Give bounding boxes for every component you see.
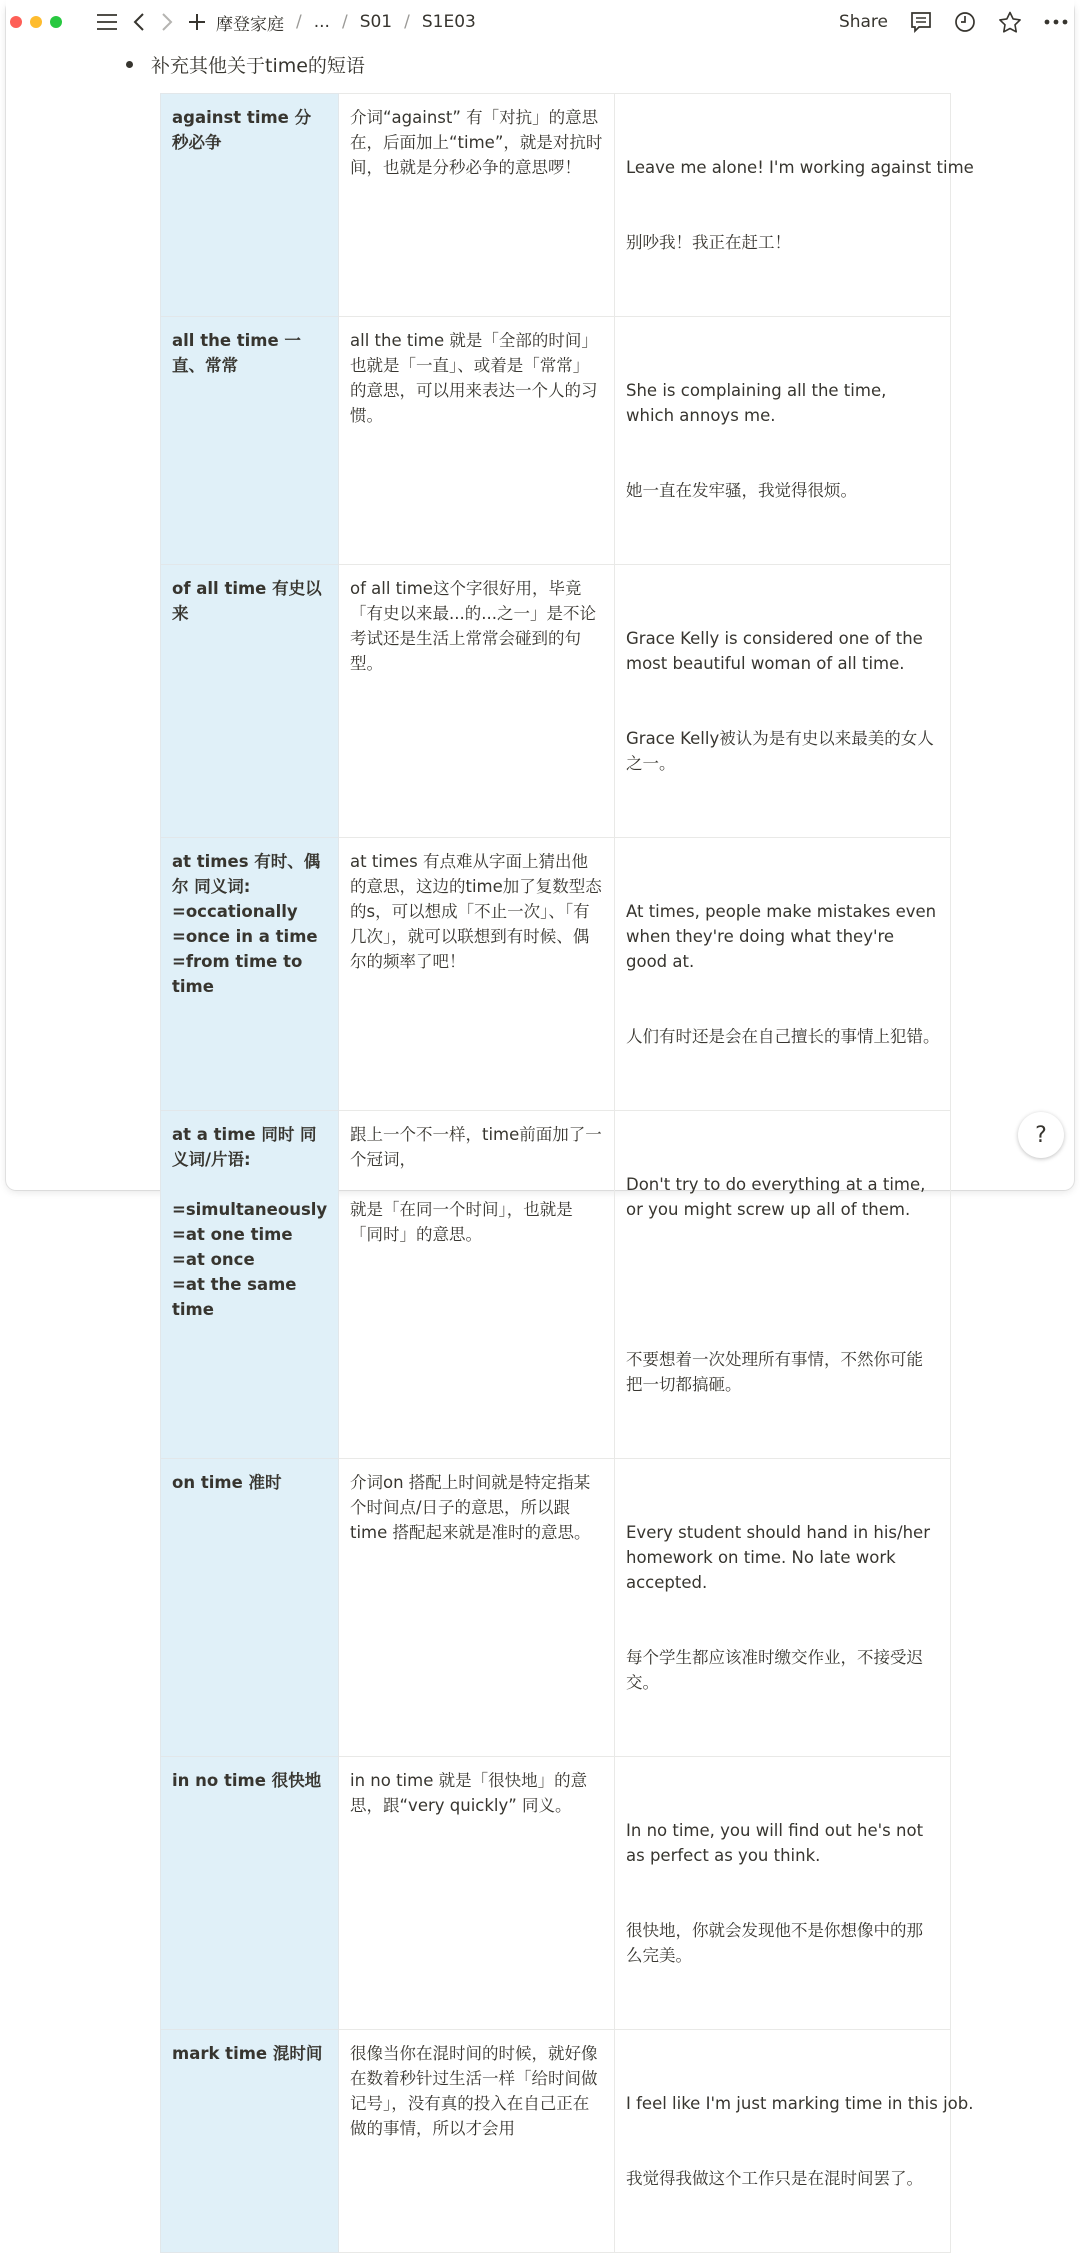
help-button[interactable] [1018, 1112, 1064, 1158]
explanation-cell[interactable]: 很像当你在混时间的时候，就好像在数着秒针过生活一样「给时间做记号」，没有真的投入在自己正在做的事情，所以才会用 [339, 2030, 615, 2253]
phrase-cell[interactable]: against time 分秒必争 [161, 94, 339, 317]
explanation-cell[interactable]: 介词on 搭配上时间就是特定指某个时间点/日子的意思，所以跟time 搭配起来就是准时的意思。 [339, 1459, 615, 1757]
example-line: Don't try to do everything at a time, or you might screw up all of them. [626, 1175, 931, 1219]
breadcrumb-item[interactable]: ... [313, 12, 330, 32]
sidebar-menu-icon[interactable] [96, 13, 118, 31]
table-row [161, 565, 951, 838]
explanation-cell[interactable]: 介词“against” 有「对抗」的意思在，后面加上“time”，就是对抗时间，也就是分秒必争的意思啰！ [339, 94, 615, 317]
example-cell[interactable] [615, 838, 951, 1111]
table-row [161, 838, 951, 1111]
table-row [161, 94, 951, 317]
close-window-button[interactable] [10, 16, 22, 28]
table-row [161, 317, 951, 565]
example-cell[interactable] [615, 565, 951, 838]
example-line: Grace Kelly is considered one of the most beautiful woman of all time. [626, 629, 929, 673]
example-line: I feel like I'm just marking time in this job. [626, 2094, 974, 2113]
app-window [6, 0, 1074, 2188]
explanation-cell[interactable]: at times 有点难从字面上猜出他的意思，这边的time加了复数型态的s，可以想成「不止一次」、「有几次」，就可以联想到有时候、偶尔的频率了吧！ [339, 838, 615, 1111]
phrase-cell[interactable]: at times 有时、偶尔 同义词: =occationally =once in a time =from time to time [161, 838, 339, 1111]
new-page-plus-icon[interactable] [188, 13, 206, 31]
phrase-cell[interactable]: all the time 一直、常常 [161, 317, 339, 565]
explanation-cell[interactable]: all the time 就是「全部的时间」也就是「一直」、或着是「常常」的意思，可以用来表达一个人的习惯。 [339, 317, 615, 565]
example-line: 别吵我！我正在赶工！ [626, 233, 791, 252]
example-line: 她一直在发牢骚，我觉得很烦。 [626, 481, 857, 500]
breadcrumb-separator: / [296, 12, 302, 32]
comment-icon[interactable] [910, 11, 932, 33]
bullet-text: 补充其他关于time的短语 [151, 54, 365, 77]
top-bar [6, 0, 1074, 44]
window-controls [10, 16, 62, 28]
phrase-table [160, 93, 974, 2188]
phrase-cell[interactable]: of all time 有史以来 [161, 565, 339, 838]
back-arrow-icon[interactable] [132, 12, 146, 32]
example-line [626, 1272, 939, 1297]
breadcrumb-separator: / [341, 12, 348, 32]
phrase-cell[interactable]: in no time 很快地 [161, 1757, 339, 2030]
breadcrumb-separator: / [404, 12, 410, 32]
explanation-cell[interactable]: in no time 就是「很快地」的意思，跟“very quickly” 同义。 [339, 1757, 615, 2030]
example-line: Grace Kelly被认为是有史以来最美的女人之一。 [626, 729, 934, 773]
example-line: 我觉得我做这个工作只是在混时间罢了。 [626, 2169, 923, 2188]
example-cell[interactable] [615, 94, 974, 317]
example-line: 不要想着一次处理所有事情，不然你可能把一切都搞砸。 [626, 1350, 923, 1394]
explanation-cell[interactable]: 跟上一个不一样，time前面加了一个冠词， 就是「在同一个时间」，也就是「同时」的意思。 [339, 1111, 615, 1459]
table-row [161, 2030, 951, 2253]
example-line: At times, people make mistakes even when they're doing what they're good at. [626, 902, 942, 971]
breadcrumb [216, 10, 476, 35]
example-line: 人们有时还是会在自己擅长的事情上犯错。 [626, 1027, 940, 1046]
example-line: 每个学生都应该准时缴交作业，不接受迟交。 [626, 1648, 923, 1692]
example-line: Every student should hand in his/her homework on time. No late work accepted. [626, 1523, 936, 1592]
bullet-dot-icon [126, 61, 133, 68]
maximize-window-button[interactable] [50, 16, 62, 28]
minimize-window-button[interactable] [30, 16, 42, 28]
table-row [161, 1757, 951, 2030]
favorite-star-icon[interactable] [998, 11, 1022, 33]
more-options-icon[interactable] [1044, 18, 1068, 26]
example-line: 很快地，你就会发现他不是你想像中的那么完美。 [626, 1921, 923, 1965]
breadcrumb-item[interactable]: S01 [359, 12, 393, 32]
history-clock-icon[interactable] [954, 11, 976, 33]
example-cell[interactable] [615, 317, 951, 565]
example-line: In no time, you will find out he's not as perfect as you think. [626, 1821, 929, 1865]
example-cell[interactable] [615, 1757, 951, 2030]
bullet-item[interactable] [126, 50, 365, 78]
phrase-cell[interactable]: mark time 混时间 [161, 2030, 339, 2253]
example-line: Leave me alone! I'm working against time [626, 158, 974, 177]
phrase-cell[interactable]: on time 准时 [161, 1459, 339, 1757]
example-line: She is complaining all the time, which annoys me. [626, 381, 892, 425]
forward-arrow-icon[interactable] [160, 12, 174, 32]
question-mark-icon: ? [1035, 1122, 1047, 1148]
phrase-cell[interactable]: at a time 同时 同义词/片语: =simultaneously =at one time =at once =at the same time [161, 1111, 339, 1459]
breadcrumb-item[interactable]: S1E03 [421, 12, 476, 32]
breadcrumb-item[interactable]: 摩登家庭 [216, 14, 284, 35]
table-row [161, 1459, 951, 1757]
table-row [161, 1111, 951, 1459]
example-cell[interactable] [615, 1459, 951, 1757]
example-cell[interactable] [615, 2030, 974, 2253]
explanation-cell[interactable]: of all time这个字很好用，毕竟「有史以来最...的...之一」是不论考试还是生活上常常会碰到的句型。 [339, 565, 615, 838]
example-cell[interactable] [615, 1111, 951, 1459]
share-button[interactable]: Share [838, 12, 888, 32]
